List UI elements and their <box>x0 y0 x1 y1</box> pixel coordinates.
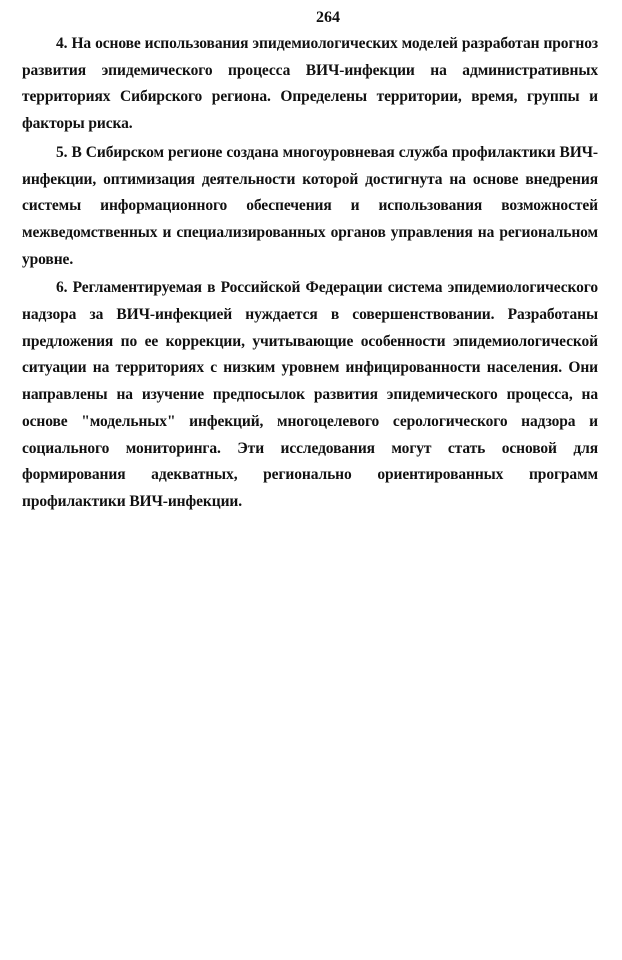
paragraph-conclusion-6: 6. Регламентируемая в Российской Федерации система эпидемиологического надзора за ВИЧ-инфекцией нуждается в совершенствовании. Разработаны предложения по ее коррекции, учитывающие особенности эпидемиологической ситуации на территориях с низким уровнем инфицированности населения. Они направлены на изучение предпосылок развития эпидемического процесса, на основе "модельных" инфекций, многоцелевого серологического надзора и социального мониторинга. Эти исследования могут стать основой для формирования адекватных, регионально ориентированных программ профилактики ВИЧ-инфекции. <box>22 279 598 510</box>
paragraph-conclusion-4: 4. На основе использования эпидемиологических моделей разработан прогноз развития эпидемического процесса ВИЧ-инфекции на административных территориях Сибирского региона. Определены территории, время, группы и факторы риска. <box>22 35 598 133</box>
document-page <box>22 8 598 518</box>
page-number: 264 <box>316 9 340 26</box>
paragraph-conclusion-5: 5. В Сибирском регионе создана многоуровневая служба профилактики ВИЧ-инфекции, оптимизация деятельности которой достигнута на основе внедрения системы информационного обеспечения и использования возможностей межведомственных и специализированных органов управления на региональном уровне. <box>22 143 598 268</box>
